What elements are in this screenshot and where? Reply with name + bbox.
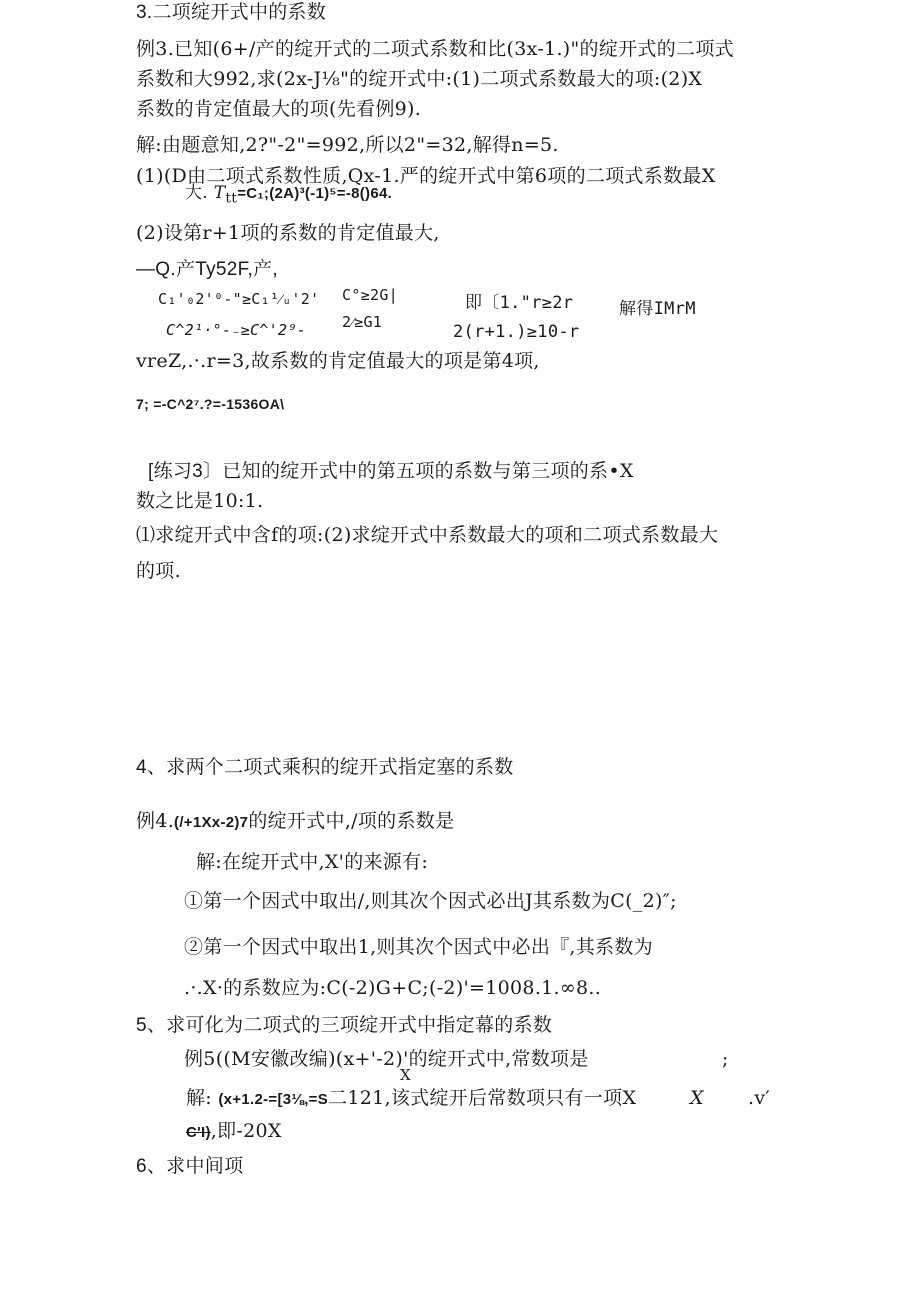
solution5-struck: C'I) xyxy=(186,1124,211,1141)
inequality-e: 即〔1."r≥2r xyxy=(465,293,574,313)
example5-x: X xyxy=(400,1066,411,1084)
practice3-line1-text: 已知的绽开式中的第五项的系数与第三项的系•X xyxy=(222,460,634,482)
solution5-line2 xyxy=(186,1120,282,1143)
inequality-g: 解得IMrM xyxy=(619,299,696,319)
practice3-line3: ⑴求绽开式中含f的项:(2)求绽开式中系数最大的项和二项式系数最大 xyxy=(136,524,719,546)
inequality-c: C^2¹·°-₋≥C^'2⁹- xyxy=(166,321,306,339)
solution4-line2: ①第一个因式中取出/,则其次个因式必出J其系数为C(_2)″; xyxy=(184,890,677,912)
solution3-line1: 解:由题意知,2?"-2"=992,所以2"=32,解得n=5. xyxy=(136,134,559,156)
solution5-v: .v′ xyxy=(748,1087,770,1109)
solution5-text: 二121,该式绽开后常数项只有一项X xyxy=(328,1087,637,1109)
solution4-line4: .·.X·的系数应为:C(-2)G+C;(-2)'=1008.1.∞8.. xyxy=(184,977,602,999)
section3-title: 3.二项绽开式中的系数 xyxy=(136,2,327,23)
solution3-line3-rest: =C₁;(2A)³(-1)⁵=-8()64. xyxy=(237,185,393,202)
practice3-line1 xyxy=(148,460,634,484)
section6-title: 6、求中间项 xyxy=(136,1156,244,1177)
solution3-line7: 7; =-C^2⁷.?=-1536OA\ xyxy=(136,396,285,412)
example3-line1: 例3.已知(6+/产的绽开式的二项式系数和比(3x-1.)"的绽开式的二项式 xyxy=(136,38,734,60)
example3-line3: 系数的肯定值最大的项(先看例9). xyxy=(136,98,422,120)
solution3-line6: vreZ,.·.r=3,故系数的肯定值最大的项是第4项, xyxy=(136,350,540,372)
solution3-line3 xyxy=(185,183,392,207)
solution4-line1: 解:在绽开式中,X'的来源有: xyxy=(196,851,429,873)
example4 xyxy=(136,810,454,833)
solution3-line3-sub: tt xyxy=(225,190,238,207)
solution5-x: X xyxy=(690,1087,704,1109)
practice3-line2: 数之比是10:1. xyxy=(136,490,264,512)
solution3-line4: (2)设第r+1项的系数的肯定值最大, xyxy=(136,222,440,244)
section4-title: 4、求两个二项式乘积的绽开式指定塞的系数 xyxy=(136,757,514,778)
inequality-b: C°≥2G| xyxy=(342,286,398,304)
inequality-a: C₁'₀2'⁰-"≥C₁¹⁄ᵤ'2' xyxy=(158,290,320,308)
example4-expression: (/+1Xx-2)7 xyxy=(174,814,249,831)
example3-line2: 系数和大992,求(2x-J⅛"的绽开式中:(1)二项式系数最大的项:(2)X xyxy=(136,68,703,90)
section5-title: 5、求可化为二项式的三项绽开式中指定幕的系数 xyxy=(136,1015,553,1036)
solution5-result: ,即-20X xyxy=(210,1120,282,1142)
solution3-line3-prefix: 大. xyxy=(185,183,209,203)
inequality-f: 2(r+1.)≥10-r xyxy=(453,322,580,342)
solution5-expression: (x+1.2-=[3⅛,=S xyxy=(218,1091,329,1108)
practice3-tag: [练习3〕 xyxy=(148,461,223,482)
solution3-line3-t: T xyxy=(213,183,226,203)
practice3-line4: 的项. xyxy=(136,560,181,582)
solution4-line3: ②第一个因式中取出1,则其次个因式中必出『,其系数为 xyxy=(184,936,653,958)
example5: 例5((M安徽改编)(x+'-2)'的绽开式中,常数项是 xyxy=(184,1048,589,1070)
solution5-prefix: 解: xyxy=(186,1087,213,1109)
inequality-d: 2⁄≥G1 xyxy=(342,313,383,331)
solution3-line5: —Q.产Ty52F,产, xyxy=(136,259,278,280)
solution3-line2: (1)(D由二项式系数性质,Qx-1.严的绽开式中第6项的二项式系数最X xyxy=(136,165,716,187)
solution5-line1 xyxy=(186,1087,636,1110)
example4-text: 的绽开式中,/项的系数是 xyxy=(248,810,455,832)
example4-prefix: 例4. xyxy=(136,810,175,832)
example5-semicolon: ; xyxy=(722,1048,729,1070)
